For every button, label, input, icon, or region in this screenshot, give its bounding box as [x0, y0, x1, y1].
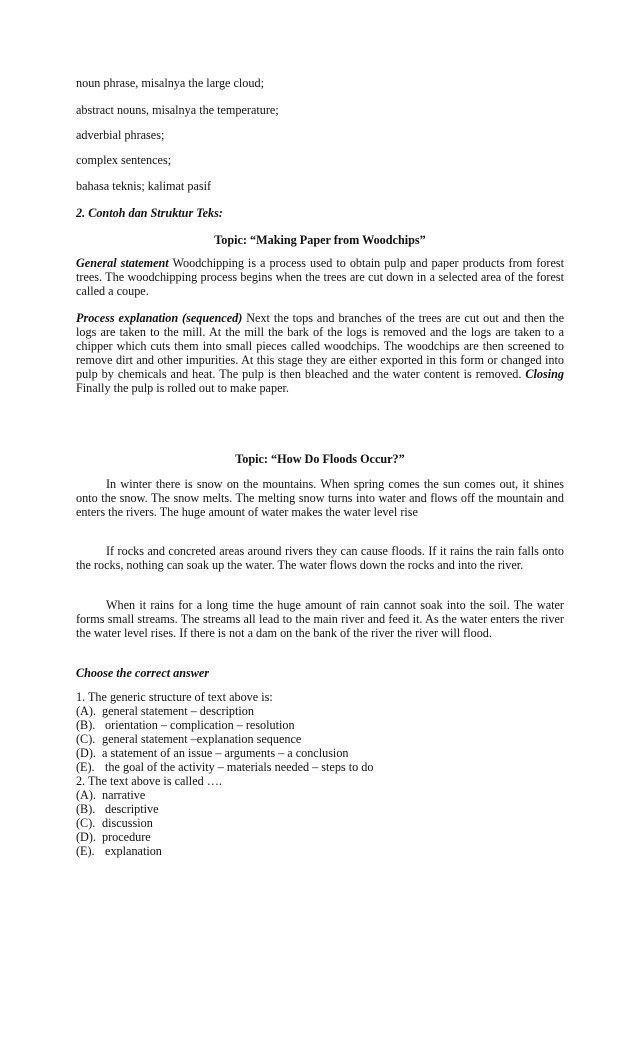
question-2: 2. The text above is called ….: [76, 774, 222, 788]
option-label: (C).: [76, 732, 96, 746]
answer-option: [76, 760, 564, 774]
option-text: procedure: [102, 830, 151, 844]
answer-option: [76, 704, 564, 718]
section-heading: 2. Contoh dan Struktur Teks:: [76, 206, 223, 220]
general-statement-text: Woodchipping is a process used to obtain pulp and paper products from forest trees. The woodchipping process begins when the trees are cut down in a selected area of the forest called a coupe.: [76, 256, 564, 298]
option-text: discussion: [102, 816, 153, 830]
general-statement-label: General statement: [76, 256, 169, 270]
list-item: bahasa teknis; kalimat pasif: [76, 179, 212, 193]
answer-option: [76, 844, 564, 858]
option-text: orientation – complication – resolution: [102, 718, 295, 732]
option-label: (E).: [76, 760, 95, 774]
answer-option: [76, 732, 564, 746]
process-explanation-label: Process explanation (sequenced): [76, 311, 243, 325]
option-label: (C).: [76, 816, 96, 830]
option-text: the goal of the activity – materials needed – steps to do: [102, 760, 374, 774]
question-block: [76, 690, 564, 858]
option-label: (D).: [76, 830, 96, 844]
option-text: general statement –explanation sequence: [102, 732, 302, 746]
option-label: (B).: [76, 802, 96, 816]
list-item: noun phrase, misalnya the large cloud;: [76, 76, 264, 90]
answer-option: [76, 746, 564, 760]
paragraph-general-statement: [76, 256, 564, 298]
paragraph-process-explanation: [76, 311, 564, 395]
option-text: general statement – description: [102, 704, 254, 718]
process-explanation-text: Next the tops and branches of the trees are cut out and then the logs are taken to the mill. At the mill the bark of the logs is removed and the logs are taken to a chipper which cuts them into small pieces called woodchips. The woodchips are then screened to remove dirt and other impurities. At this stage they are either exported in this form or changed into pulp by chemicals and heat. The pulp is then bleached and the water content is removed.: [76, 311, 565, 381]
option-text: descriptive: [102, 802, 159, 816]
option-label: (B).: [76, 718, 96, 732]
option-label: (D).: [76, 746, 96, 760]
paragraph-flood-2: If rocks and concreted areas around rivers they can cause floods. If it rains the rain falls onto the rocks, nothing can soak up the water. The water flows down the rocks and into the river.: [76, 544, 564, 572]
answer-option: [76, 788, 564, 802]
closing-label: Closing: [525, 367, 564, 381]
option-label: (E).: [76, 844, 95, 858]
option-text: a statement of an issue – arguments – a conclusion: [102, 746, 349, 760]
quiz-heading: Choose the correct answer: [76, 666, 210, 680]
answer-option: [76, 718, 564, 732]
paragraph-flood-3: When it rains for a long time the huge amount of rain cannot soak into the soil. The water forms small streams. The streams all lead to the main river and feed it. As the water enters the river the water level rises. If there is not a dam on the bank of the river the river will flood.: [76, 598, 564, 640]
option-text: explanation: [102, 844, 162, 858]
question-1: 1. The generic structure of text above is:: [76, 690, 273, 704]
answer-option: [76, 802, 564, 816]
closing-text: Finally the pulp is rolled out to make paper.: [76, 381, 289, 395]
list-item: adverbial phrases;: [76, 128, 165, 142]
list-item: abstract nouns, misalnya the temperature;: [76, 103, 279, 117]
option-label: (A).: [76, 788, 96, 802]
paragraph-flood-1: In winter there is snow on the mountains. When spring comes the sun comes out, it shines onto the snow. The snow melts. The melting snow turns into water and flows off the mountain and enters the rivers. The huge amount of water makes the water level rise: [76, 477, 564, 519]
topic-title-woodchips: Topic: “Making Paper from Woodchips”: [214, 233, 426, 247]
answer-option: [76, 830, 564, 844]
topic-title-floods: Topic: “How Do Floods Occur?”: [235, 452, 405, 466]
option-label: (A).: [76, 704, 96, 718]
option-text: narrative: [102, 788, 146, 802]
list-item: complex sentences;: [76, 153, 172, 167]
answer-option: [76, 816, 564, 830]
